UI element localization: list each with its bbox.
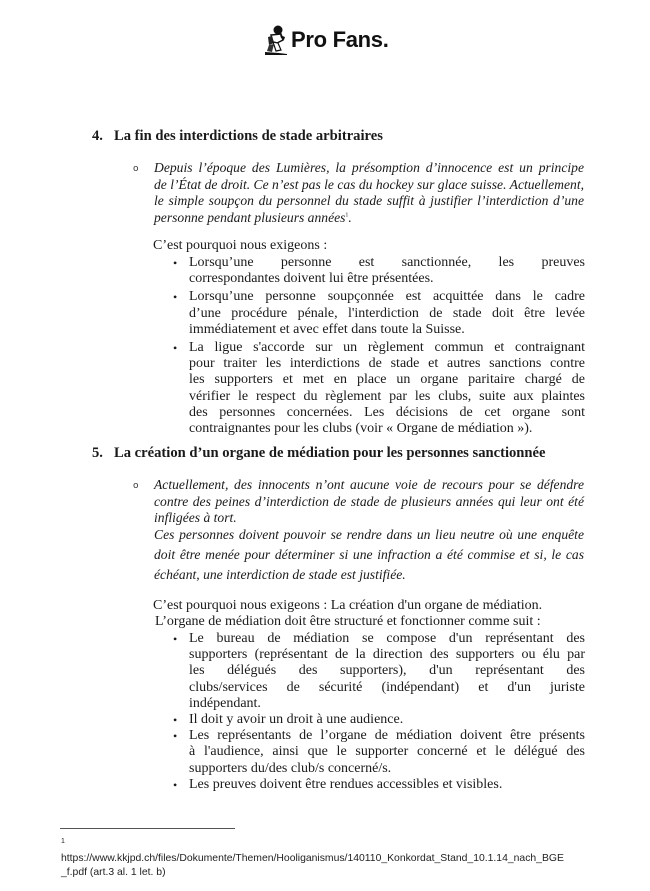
section-5-title: La création d’un organe de médiation pour les personnes sanctionnée bbox=[114, 445, 546, 461]
footnote-reference[interactable]: 1 bbox=[345, 212, 349, 219]
section-4-title: La fin des interdictions de stade arbitraires bbox=[114, 128, 383, 144]
footnote-text[interactable] bbox=[61, 852, 564, 880]
pro-fans-logo bbox=[263, 20, 389, 60]
section-5-structure-lead: L’organe de médiation doit être structuré et fonctionner comme suit : bbox=[155, 614, 541, 629]
list-item: • Lorsqu’une personne est sanctionnée, les preuves correspondantes doivent lui être présentées. bbox=[173, 255, 585, 287]
intro-line: personne pendant plusieurs années$^1$. bbox=[154, 209, 352, 225]
circle-bullet-icon: o bbox=[133, 481, 139, 491]
bullet-icon: • bbox=[173, 713, 178, 728]
section-4-heading bbox=[92, 128, 383, 145]
list-item: • Le bureau de médiation se compose d'un représentant des supporters (représentant de la direction des supporters ou élu par les délégués des supporters), d'un représentant des clubs/services de sécurité (indépendant) et d'un juriste indépendant. bbox=[173, 631, 585, 711]
section-4-demands-list bbox=[173, 255, 585, 437]
logo-text: Pro Fans. bbox=[291, 27, 389, 52]
section-5-demand-lead: C’est pourquoi nous exigeons : La création d'un organe de médiation. bbox=[153, 598, 543, 613]
footnote-separator bbox=[60, 828, 235, 829]
bullet-icon: • bbox=[173, 729, 178, 744]
footnote-link-line[interactable]: https://www.kkjpd.ch/files/Dokumente/Themen/Hooliganismus/140110_Konkordat_Stand_10.1.14_nach_BGE bbox=[61, 853, 564, 864]
bullet-icon: • bbox=[173, 632, 178, 646]
footnote-link-line: _f.pdf (art.3 al. 1 let. b) bbox=[61, 867, 166, 878]
intro-line: le simple soupçon du personnel du stade suffit à justifier l’interdiction d’une bbox=[154, 193, 584, 209]
footnote-number: 1 bbox=[61, 838, 65, 845]
bullet-icon: • bbox=[173, 256, 178, 270]
list-item: • Lorsqu’une personne soupçonnée est acquittée dans le cadre d’une procédure pénale, l'interdiction de stade doit être levée immédiatement et avec effet dans toute la Suisse. bbox=[173, 289, 585, 337]
hockey-player-icon bbox=[263, 24, 289, 56]
section-4-intro bbox=[154, 160, 584, 226]
bullet-icon: • bbox=[173, 341, 178, 356]
intro-line: Depuis l’époque des Lumières, la présomption d’innocence est un principe bbox=[154, 160, 584, 175]
list-item: • La ligue s'accorde sur un règlement commun et contraignant pour traiter les interdictions de stade et autres sanctions contre les supporters et met en place un organe paritaire chargé de vérifier le respect du règlement par les clubs, suite aux plaintes des personnes concernées. Les décisions de cet organe sont contraignantes pour les clubs (voir « Organe de médiation »). bbox=[173, 340, 585, 437]
bullet-icon: • bbox=[173, 777, 178, 792]
bullet-icon: • bbox=[173, 290, 178, 305]
section-4-number: 4. bbox=[92, 128, 103, 144]
list-item: • Les représentants de l’organe de médiation doivent être présents à l'audience, ainsi que le supporter concerné et le délégué des supporters du/des club/s concerné/s. bbox=[173, 728, 585, 776]
section-5-demands-list bbox=[173, 631, 585, 793]
section-5-number: 5. bbox=[92, 445, 103, 461]
section-4-demand-lead: C’est pourquoi nous exigeons : bbox=[153, 238, 328, 253]
list-item: • Il doit y avoir un droit à une audience. bbox=[173, 712, 404, 728]
list-item: • Les preuves doivent être rendues accessibles et visibles. bbox=[173, 776, 503, 792]
intro-line: de l’État de droit. Ce n’est pas le cas du hockey sur glace suisse. Actuellement, bbox=[154, 176, 584, 192]
section-5-heading bbox=[92, 445, 545, 462]
section-5-intro: Actuellement, des innocents n’ont aucune voie de recours pour se défendre contre des peines d’interdiction de stade de plusieurs années qui leur ont été infligées à tort. bbox=[154, 477, 584, 526]
section-5-intro-2: Ces personnes doivent pouvoir se rendre dans un lieu neutre où une enquête doit être menée pour déterminer si une infraction a été commise et si, le cas échéant, une interdiction de stade est justifiée. bbox=[154, 527, 584, 582]
circle-bullet-icon: o bbox=[133, 164, 139, 174]
